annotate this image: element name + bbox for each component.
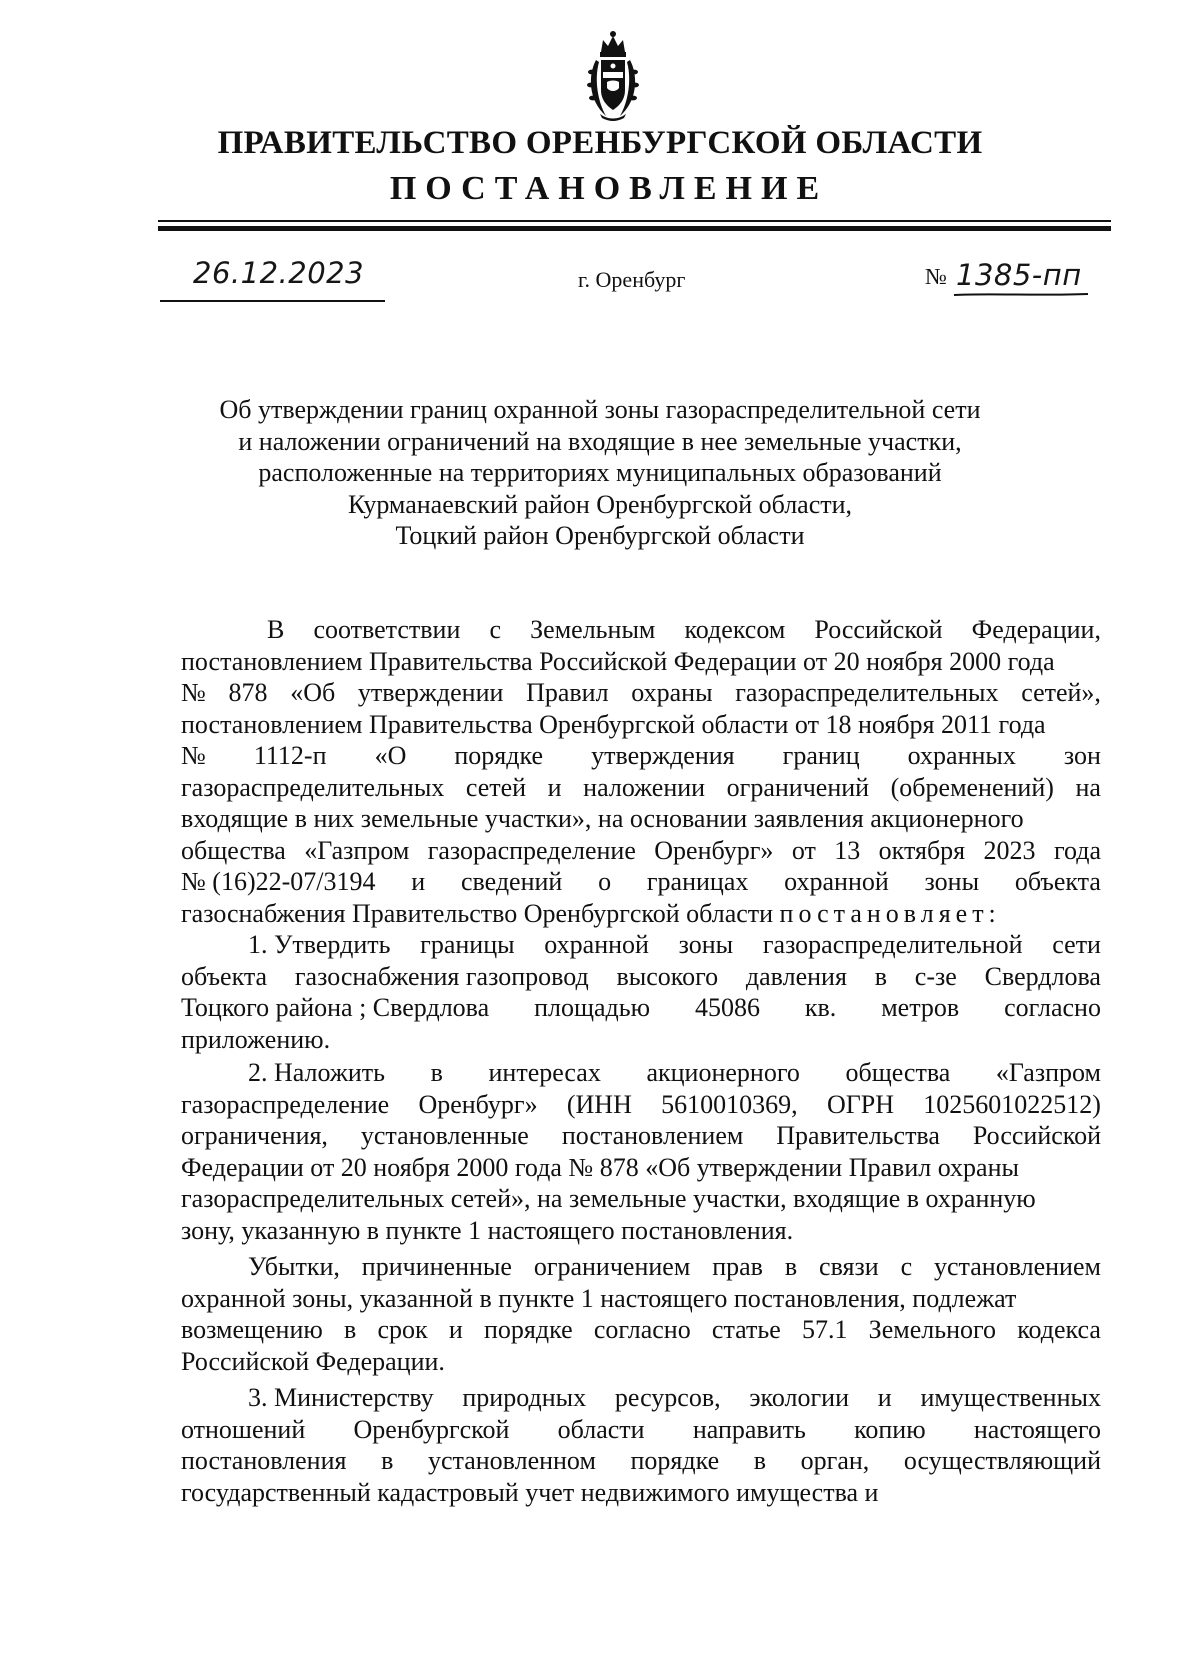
text-line: [181, 1251, 1101, 1283]
subject-line: Тоцкий район Оренбургской области: [395, 521, 805, 550]
word: общества: [845, 1058, 951, 1087]
word: года: [1053, 835, 1101, 865]
word: экологии: [749, 1383, 849, 1412]
word: учет: [525, 1477, 575, 1507]
word: недвижимого: [580, 1477, 730, 1507]
word: газораспределительных сетей», на земельные участки, входящие в охранную: [181, 1184, 1036, 1213]
word: кодекса: [1017, 1315, 1101, 1344]
word: высокого: [616, 961, 719, 991]
word: копию: [854, 1414, 926, 1444]
text-line: [181, 1414, 1101, 1446]
word: кв.: [804, 993, 837, 1022]
word: Земельного: [868, 1315, 996, 1344]
word: установлением: [934, 1252, 1101, 1281]
word: порядке: [454, 741, 544, 770]
word: прав: [712, 1252, 763, 1281]
word: давления: [745, 961, 847, 991]
word: в: [344, 1315, 357, 1344]
text-line: [181, 646, 1101, 678]
document-date: 26.12.2023: [193, 256, 365, 290]
text-line: [181, 1215, 1101, 1247]
text-line: [181, 677, 1101, 709]
text-line: [181, 614, 1101, 646]
word: 5610010369,: [661, 1089, 798, 1119]
word: области: [557, 1414, 645, 1444]
word: согласно: [1004, 993, 1101, 1022]
word: газораспределительных: [181, 772, 445, 802]
word: установленном: [427, 1446, 596, 1475]
word: (обременений): [890, 772, 1054, 802]
word: объекта: [181, 961, 268, 991]
word: в: [874, 961, 887, 991]
text-line: [181, 1120, 1101, 1152]
word: общества: [181, 835, 286, 865]
word: в: [430, 1058, 443, 1087]
text-line: [181, 1314, 1101, 1346]
word: «Об: [290, 678, 336, 707]
word: 2. Наложить: [248, 1058, 385, 1087]
word: 45086: [694, 993, 760, 1022]
preamble-paragraph: [181, 614, 1101, 898]
government-title: ПРАВИТЕЛЬСТВО ОРЕНБУРГСКОЙ ОБЛАСТИ: [217, 125, 983, 161]
word: площадью: [534, 993, 651, 1022]
text-line: [181, 1057, 1101, 1089]
document-subject: [0, 394, 1200, 552]
word: срок: [377, 1315, 428, 1344]
word: и: [448, 1315, 463, 1344]
paragraph-2: [181, 1057, 1101, 1246]
number-sign: №: [925, 264, 947, 289]
word: природных: [462, 1383, 587, 1412]
word: орган,: [800, 1446, 870, 1475]
word: газораспределительной: [762, 930, 1023, 959]
preamble-final-text: газоснабжения Правительство Оренбургской области: [181, 898, 774, 928]
word: и: [877, 1383, 892, 1412]
word: причиненные: [361, 1252, 512, 1281]
word: границах: [646, 867, 749, 896]
word: 57.1: [801, 1315, 848, 1344]
text-line: [181, 835, 1101, 867]
word: Оренбург»: [654, 835, 774, 865]
word: газораспределение: [181, 1089, 390, 1119]
word: постановлением Правительства Оренбургской области от 18 ноября 2011 года: [181, 709, 1046, 739]
text-line: [181, 1477, 1101, 1509]
text-line: [181, 1445, 1101, 1477]
word: ограничения,: [181, 1121, 328, 1150]
paragraph-1: [181, 929, 1101, 1055]
word: связи: [819, 1252, 879, 1281]
word: охранной зоны, указанной в пункте 1 настоящего постановления, подлежат: [181, 1283, 1017, 1313]
word: постановлением Правительства Российской Федерации от 20 ноября 2000 года: [181, 646, 1055, 676]
word: и: [864, 1477, 879, 1507]
document-type-title: ПОСТАНОВЛЕНИЕ: [389, 170, 829, 207]
word: Правил: [526, 678, 609, 707]
word: с-зе: [914, 961, 957, 991]
word: приложению.: [181, 1024, 331, 1054]
text-line: [181, 992, 1101, 1024]
word: установленные: [360, 1121, 529, 1150]
word: ресурсов,: [614, 1383, 721, 1412]
word: направить: [692, 1414, 806, 1444]
text-line: [181, 1283, 1101, 1315]
text-line: [181, 709, 1101, 741]
word: Тоцкого района ; Свердлова: [181, 993, 490, 1022]
word: Свердлова: [984, 961, 1101, 991]
word: настоящего: [973, 1414, 1101, 1444]
word: охраны: [631, 678, 713, 707]
orenburg-coat-of-arms-icon: [586, 30, 640, 122]
word: «Газпром: [304, 835, 410, 865]
document-number: 1385-пп: [956, 258, 1082, 292]
word: имущественных: [920, 1383, 1101, 1412]
word: 1. Утвердить: [248, 930, 391, 959]
word: 1112-п: [253, 741, 327, 770]
word: в: [753, 1446, 767, 1475]
word: и: [547, 772, 562, 802]
word: ОГРН: [826, 1089, 894, 1119]
word: сети: [1052, 930, 1101, 959]
word: охранной: [784, 867, 889, 896]
word: порядке: [484, 1315, 573, 1344]
word: 1025601022512): [923, 1089, 1101, 1119]
word: «Газпром: [995, 1058, 1101, 1087]
text-line: [181, 772, 1101, 804]
word: метров: [881, 993, 960, 1022]
word: 878: [228, 678, 268, 707]
word: зоны: [924, 867, 980, 896]
word: охранных: [907, 741, 1016, 770]
word: Федерации от 20 ноября 2000 года № 878 «Об утверждении Правил охраны: [181, 1152, 1019, 1182]
word: границы: [420, 930, 515, 959]
word: входящие в них земельные участки», на основании заявления акционерного: [181, 804, 1024, 833]
word: имущества: [736, 1477, 859, 1507]
word: В: [267, 615, 285, 644]
text-line: [181, 1152, 1101, 1184]
word: в: [784, 1252, 798, 1281]
word: возмещению: [181, 1315, 323, 1344]
word: интересах: [488, 1058, 601, 1087]
word: порядке: [630, 1446, 720, 1475]
subject-line: и наложении ограничений на входящие в нее земельные участки,: [238, 426, 962, 456]
word: «О: [374, 741, 407, 770]
word: от: [791, 835, 816, 865]
word: постановлением: [561, 1121, 744, 1150]
word: сетей: [465, 772, 527, 802]
word: и: [411, 867, 426, 896]
header-rule-thin: [158, 220, 1111, 222]
word: зону, указанную в пункте 1 настоящего постановления.: [181, 1215, 794, 1245]
word: газораспределительных: [735, 678, 999, 707]
paragraph-3: [181, 1382, 1101, 1508]
word: Земельным: [530, 615, 656, 644]
preamble-final-line: [181, 898, 1101, 930]
word: соответствии: [313, 615, 461, 644]
word: 3. Министерству: [248, 1383, 434, 1412]
word: ограничением: [533, 1252, 691, 1281]
word: №: [181, 741, 206, 770]
word: зон: [1063, 741, 1101, 770]
word: Российской Федерации.: [181, 1346, 445, 1376]
word: ограничений: [726, 772, 870, 802]
word: октября: [878, 835, 966, 865]
word: №: [181, 678, 206, 707]
word: Российской: [814, 615, 943, 644]
paragraph-losses: [181, 1251, 1101, 1377]
word: постановления: [181, 1446, 347, 1475]
word: отношений: [181, 1414, 306, 1444]
word: о: [598, 867, 612, 896]
word: зоны: [678, 930, 734, 959]
word: объекта: [1014, 867, 1101, 896]
word: государственный: [181, 1477, 371, 1507]
resolves-word: постановляет:: [779, 898, 1001, 928]
word: Федерации,: [971, 615, 1101, 644]
word: Оренбург»: [418, 1089, 538, 1119]
text-line: [181, 961, 1101, 993]
number-underline: [952, 290, 1092, 300]
subject-line: Курманаевский район Оренбургской области,: [347, 489, 853, 519]
word: на: [1075, 772, 1101, 802]
word: сетей»,: [1021, 678, 1101, 707]
word: с: [489, 615, 502, 644]
word: согласно: [593, 1315, 691, 1344]
word: газоснабжения газопровод: [294, 961, 589, 991]
word: наложении: [583, 772, 706, 802]
text-line: [181, 1346, 1101, 1378]
word: 13: [834, 835, 861, 865]
word: осуществляющий: [903, 1446, 1101, 1475]
word: (ИНН: [566, 1089, 632, 1119]
word: 2023: [983, 835, 1036, 865]
word: Российской: [972, 1121, 1101, 1150]
word: акционерного: [646, 1058, 800, 1087]
text-line: [181, 929, 1101, 961]
word: в: [381, 1446, 394, 1475]
word: статье: [711, 1315, 781, 1344]
text-line: [181, 1089, 1101, 1121]
subject-line: Об утверждении границ охранной зоны газораспределительной сети: [219, 395, 981, 424]
date-underline: [160, 300, 385, 302]
text-line: [181, 740, 1101, 772]
word: кодексом: [684, 615, 786, 644]
text-line: [181, 1382, 1101, 1414]
word: Правительства: [776, 1121, 940, 1150]
document-city: г. Оренбург: [578, 267, 686, 292]
text-line: [181, 1183, 1101, 1215]
word: утверждения: [591, 741, 735, 770]
word: газораспределение: [427, 835, 636, 865]
text-line: [181, 866, 1101, 898]
header-rule-thick: [158, 226, 1111, 231]
word: утверждении: [357, 678, 504, 707]
word: кадастровый: [377, 1477, 519, 1507]
subject-line: расположенные на территориях муниципальных образований: [258, 458, 942, 487]
word: № (16)22-07/3194: [181, 867, 376, 896]
word: границ: [782, 741, 860, 770]
word: охранной: [544, 930, 649, 959]
word: сведений: [460, 867, 563, 896]
text-line: [181, 803, 1101, 835]
document-body: [181, 614, 1101, 1508]
word: Убытки,: [248, 1252, 340, 1281]
word: Оренбургской: [353, 1414, 510, 1444]
text-line: [181, 1024, 1101, 1056]
word: с: [900, 1252, 913, 1281]
